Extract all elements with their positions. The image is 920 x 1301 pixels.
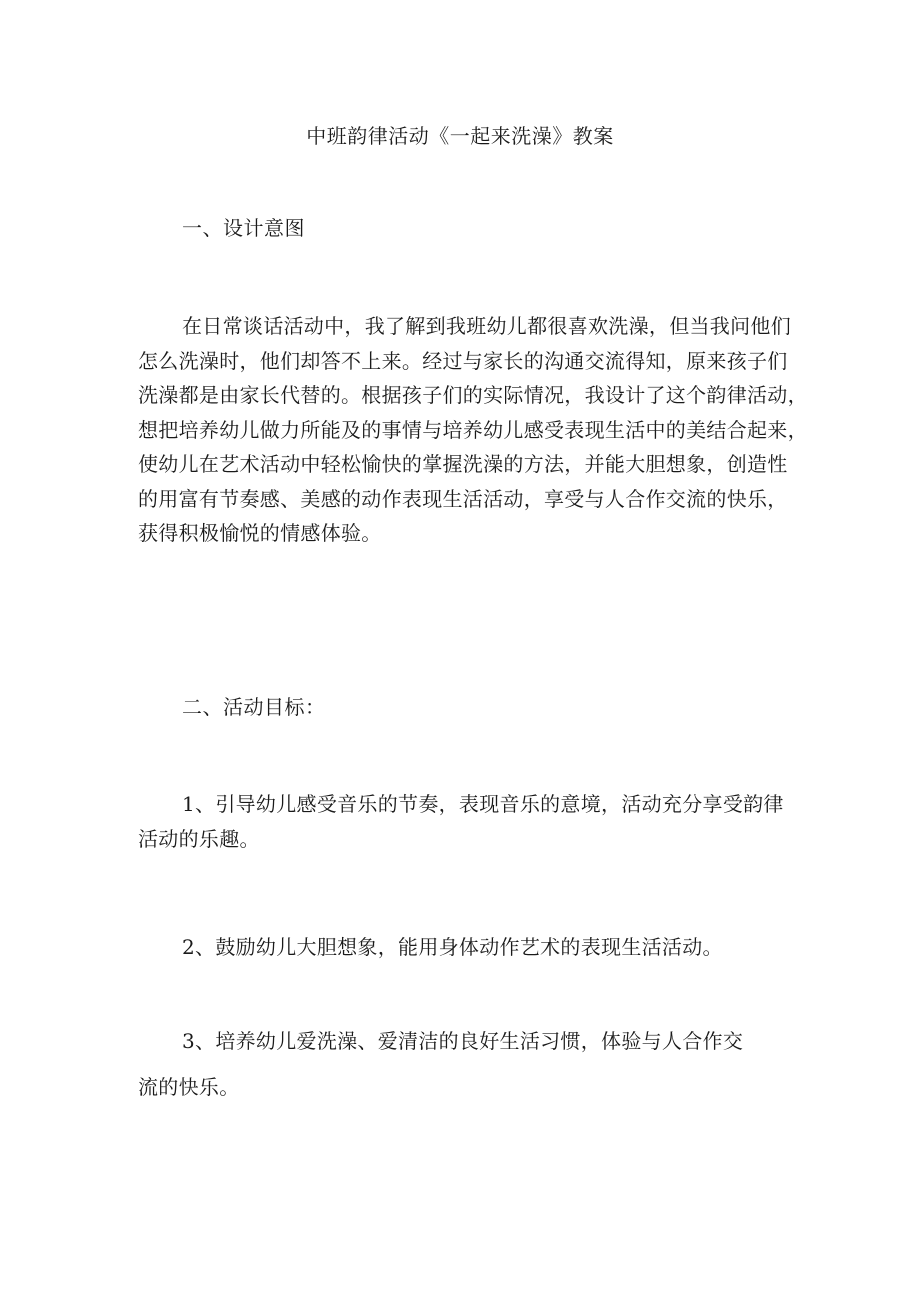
- paragraph-line: 使幼儿在艺术活动中轻松愉快的掌握洗澡的方法，并能大胆想象，创造性: [138, 452, 788, 476]
- goal-line: 2、鼓励幼儿大胆想象，能用身体动作艺术的表现生活活动。: [182, 935, 723, 959]
- document-title: 中班韵律活动《一起来洗澡》教案: [306, 124, 614, 148]
- paragraph-line: 的用富有节奏感、美感的动作表现生活活动，享受与人合作交流的快乐，: [138, 486, 788, 511]
- paragraph-line: 在日常谈话活动中，我了解到我班幼儿都很喜欢洗澡，但当我问他们: [182, 314, 791, 338]
- goal-item-3: [138, 1024, 798, 1104]
- goal-line: 活动的乐趣。: [138, 826, 260, 851]
- paragraph-line: 洗澡都是由家长代替的。根据孩子们的实际情况，我设计了这个韵律活动，: [138, 383, 808, 407]
- paragraph-line: 想把培养幼儿做力所能及的事情与培养幼儿感受表现生活中的美结合起来，: [138, 417, 808, 442]
- goal-item-1: [138, 787, 798, 856]
- paragraph-design-intent: [138, 309, 808, 551]
- goal-item-2: [138, 930, 798, 965]
- section-heading-design-intent: 一、设计意图: [182, 216, 305, 240]
- paragraph-line: 怎么洗澡时，他们却答不上来。经过与家长的沟通交流得知，原来孩子们: [138, 348, 788, 373]
- section-heading-activity-goals: 二、活动目标：: [182, 695, 326, 719]
- goal-line: 流的快乐。: [138, 1074, 240, 1099]
- goal-line: 1、引导幼儿感受音乐的节奏，表现音乐的意境，活动充分享受韵律: [182, 792, 784, 816]
- goal-line: 3、培养幼儿爱洗澡、爱清洁的良好生活习惯，体验与人合作交: [182, 1029, 744, 1053]
- paragraph-line: 获得积极愉悦的情感体验。: [138, 521, 382, 545]
